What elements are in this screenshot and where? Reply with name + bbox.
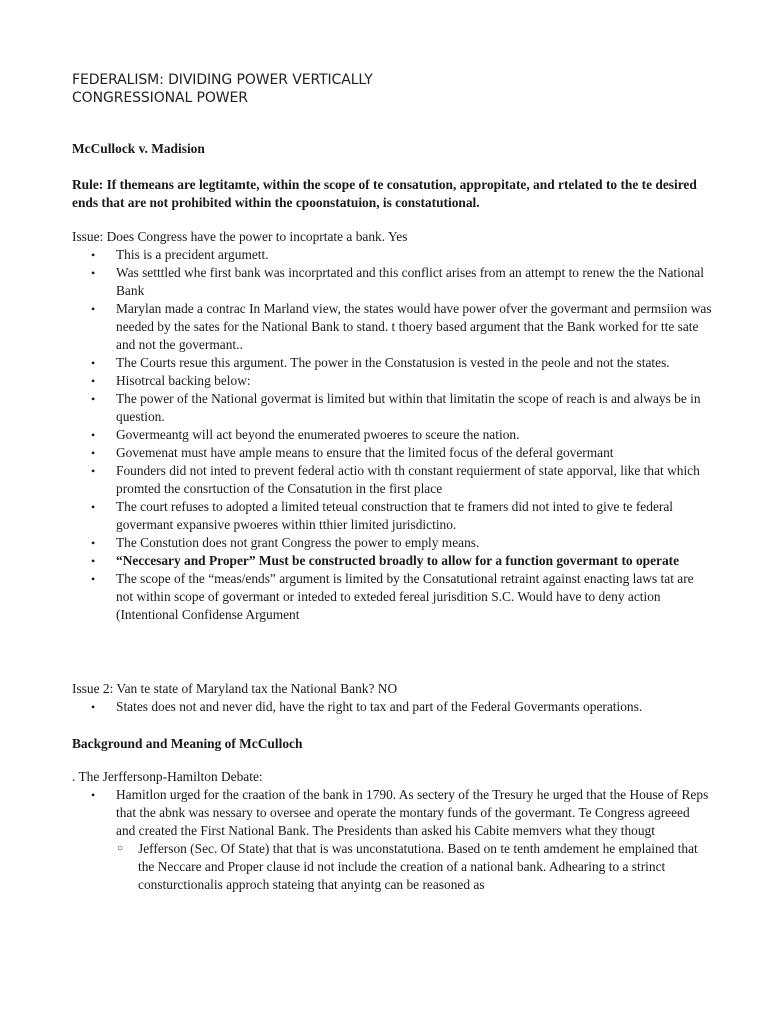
bullet-icon: •	[91, 302, 96, 316]
bullet-icon: •	[91, 392, 96, 406]
list-item	[72, 786, 712, 840]
list-item	[72, 698, 712, 716]
bullet-icon: •	[91, 536, 96, 550]
list-item	[72, 570, 712, 624]
case-heading: McCullock v. Madision	[72, 141, 205, 156]
issue-1-text: Issue: Does Congress have the power to incoprtate a bank. Yes	[72, 229, 408, 244]
list-item	[72, 354, 712, 372]
title-line-2: CONGRESSIONAL POWER	[72, 90, 248, 106]
bullet-icon: •	[91, 266, 96, 280]
rule-paragraph: Rule: If themeans are legtitamte, within the scope of te consatution, appropitate, and rtelated to the te desired ends that are not prohibited within the cpoonstatuion, is constatutional.	[72, 177, 697, 210]
bullet-icon: •	[91, 356, 96, 370]
bullet-icon: •	[91, 428, 96, 442]
debate-bullet-text: Hamitlon urged for the craation of the bank in 1790. As sectery of the Tresury he urged that the House of Reps that the abnk was nessary to oversee and operate the montary funds of the govermant. Te Congress agreeed and created the First National Bank. The Presidents than asked his Cabite memvers what they thougt	[116, 787, 709, 838]
issue-1-section	[72, 228, 712, 624]
bullet-text: Govermeantg will act beyond the enumerated pwoeres to sceure the nation.	[116, 427, 520, 442]
bullet-text: Govemenat must have ample means to ensure that the limited focus of the deferal govermant	[116, 445, 614, 460]
bullet-icon: •	[91, 446, 96, 460]
issue-2-section	[72, 680, 712, 716]
issue-2-bullet-list	[72, 698, 712, 716]
bullet-text: Hisotrcal backing below:	[116, 373, 251, 388]
list-item	[72, 264, 712, 300]
bullet-icon: •	[91, 788, 96, 802]
debate-sub-bullet-list	[72, 840, 712, 894]
debate-label: . The Jerffersonp-Hamilton Debate:	[72, 769, 263, 784]
list-item	[72, 498, 712, 534]
bullet-icon: •	[91, 700, 96, 714]
bullet-text: Marylan made a contrac In Marland view, the states would have power ofver the govermant and permsiion was needed by the sates for the National Bank to stand. t thoery based argument that the Bank worked for tte sate and not the govermant..	[116, 301, 712, 352]
bullet-text: The Constution does not grant Congress the power to emply means.	[116, 535, 480, 550]
bullet-text: Founders did not inted to prevent federal actio with th constant requierment of state apporval, like that which promted the consrtuction of the Consatution in the first place	[116, 463, 700, 496]
bullet-text: The Courts resue this argument. The power in the Constatusion is vested in the peole and not the states.	[116, 355, 670, 370]
bullet-icon: •	[91, 572, 96, 586]
list-item	[72, 372, 712, 390]
bullet-icon: •	[91, 248, 96, 262]
list-item	[72, 552, 712, 570]
bullet-icon: •	[91, 374, 96, 388]
bullet-icon: •	[91, 464, 96, 478]
bullet-text: This is a precident argumett.	[116, 247, 269, 262]
debate-section	[72, 768, 712, 894]
background-heading: Background and Meaning of McCulloch	[72, 736, 303, 751]
list-item	[72, 390, 712, 426]
hollow-circle-icon: ○	[117, 843, 124, 854]
bullet-text: The scope of the “meas/ends” argument is limited by the Consatutional retraint against enacting laws tat are not within scope of govermant or inteded to exteded fereal jurisdition S.C. Would have to deny action (Intentional Confidense Argument	[116, 571, 694, 622]
list-item	[72, 246, 712, 264]
list-item	[72, 300, 712, 354]
bullet-icon: •	[91, 554, 96, 568]
list-item	[72, 462, 712, 498]
title-line-1: FEDERALISM: DIVIDING POWER VERTICALLY	[72, 72, 373, 88]
list-item	[72, 534, 712, 552]
debate-sub-bullet-text: Jefferson (Sec. Of State) that that is was unconstatutiona. Based on te tenth amdement he emplained that the Neccare and Proper clause id not include the creation of a national bank. Adhearing to a strinct consturctionalis approch stateing that anyintg can be reasoned as	[138, 841, 698, 892]
list-item	[72, 444, 712, 462]
list-item	[72, 840, 712, 894]
bullet-text: Was setttled whe first bank was incorprtated and this conflict arises from an attempt to renew the the National Bank	[116, 265, 704, 298]
issue-2-text: Issue 2: Van te state of Maryland tax the National Bank? NO	[72, 681, 398, 696]
document-title	[72, 71, 712, 107]
list-item	[72, 426, 712, 444]
bullet-text: “Neccesary and Proper” Must be constructed broadly to allow for a function govermant to operate	[116, 553, 680, 568]
bullet-text: States does not and never did, have the right to tax and part of the Federal Govermants operations.	[116, 699, 643, 714]
issue-1-bullet-list	[72, 246, 712, 624]
bullet-text: The court refuses to adopted a limited teteual construction that te framers did not inted to give te federal govermant expansive pwoeres within tthier limited jurisdictino.	[116, 499, 674, 532]
debate-bullet-list	[72, 786, 712, 840]
bullet-text: The power of the National govermat is limited but within that limitatin the scope of reach is and always be in question.	[116, 391, 701, 424]
bullet-icon: •	[91, 500, 96, 514]
